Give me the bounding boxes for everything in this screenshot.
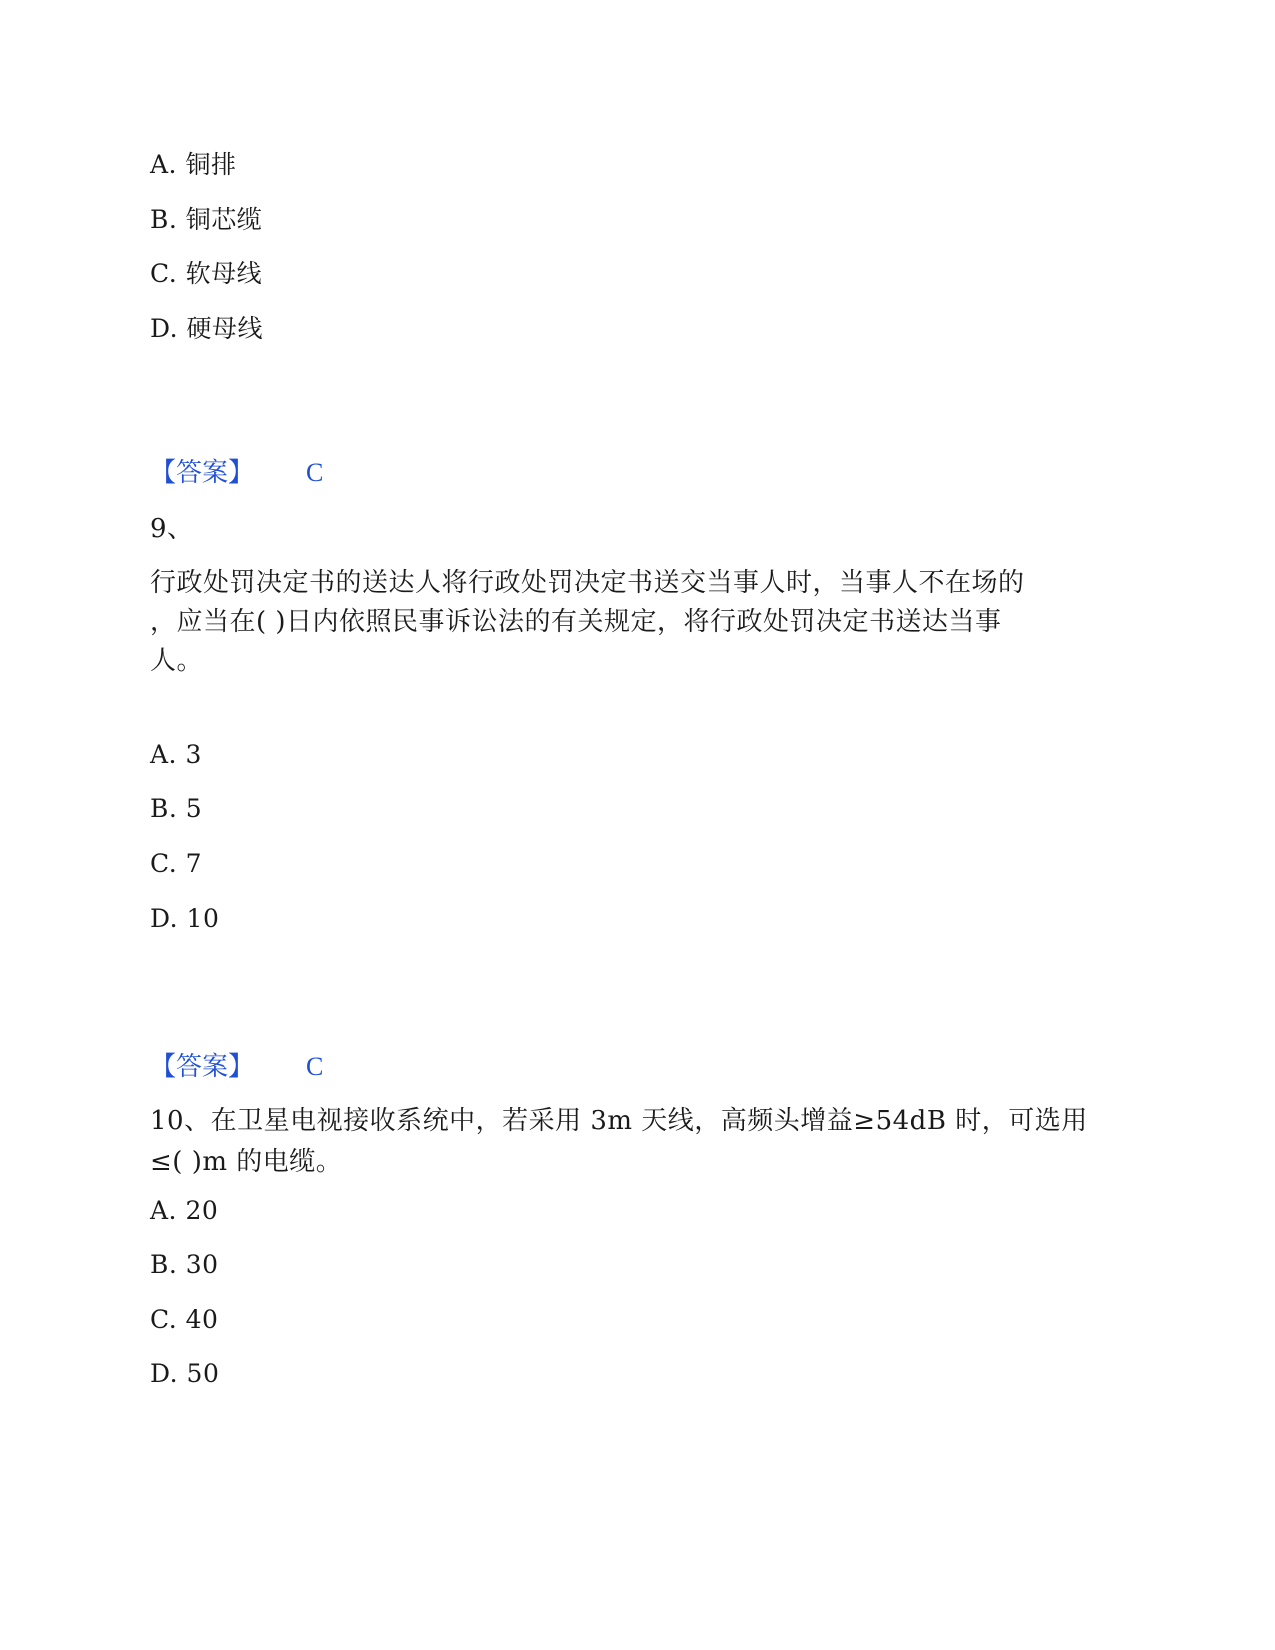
- q9-answer: [150, 1046, 323, 1083]
- answer-label: 【答案】: [150, 458, 255, 488]
- q8-option-d: D. 硬母线: [150, 314, 264, 343]
- q9-stem-line3: 人。: [150, 646, 204, 676]
- q10-stem-line1: 10、在卫星电视接收系统中，若采用 3m 天线，高频头增益≥54dB 时，可选用: [150, 1106, 1088, 1136]
- q10-option-a: A. 20: [150, 1196, 219, 1225]
- q8-answer: [150, 452, 323, 489]
- q10-option-c: C. 40: [150, 1305, 219, 1334]
- answer-value: C: [306, 1052, 324, 1081]
- q10-option-b: B. 30: [150, 1250, 219, 1279]
- q8-option-a: A. 铜排: [150, 150, 237, 179]
- answer-value: C: [306, 458, 324, 487]
- q8-option-c: C. 软母线: [150, 259, 263, 288]
- q9-option-a: A. 3: [150, 740, 202, 769]
- q9-option-c: C. 7: [150, 849, 203, 878]
- q8-option-b: B. 铜芯缆: [150, 205, 263, 234]
- q9-option-b: B. 5: [150, 794, 203, 823]
- q9-option-d: D. 10: [150, 904, 220, 933]
- answer-label: 【答案】: [150, 1052, 255, 1082]
- q10-option-d: D. 50: [150, 1359, 220, 1388]
- q10-stem-line2: ≤( )m 的电缆。: [150, 1147, 343, 1177]
- q9-stem-line1: 行政处罚决定书的送达人将行政处罚决定书送交当事人时，当事人不在场的: [150, 568, 1025, 598]
- q9-number: 9、: [150, 514, 194, 544]
- q9-stem-line2: ，应当在( )日内依照民事诉讼法的有关规定，将行政处罚决定书送达当事: [150, 607, 1002, 637]
